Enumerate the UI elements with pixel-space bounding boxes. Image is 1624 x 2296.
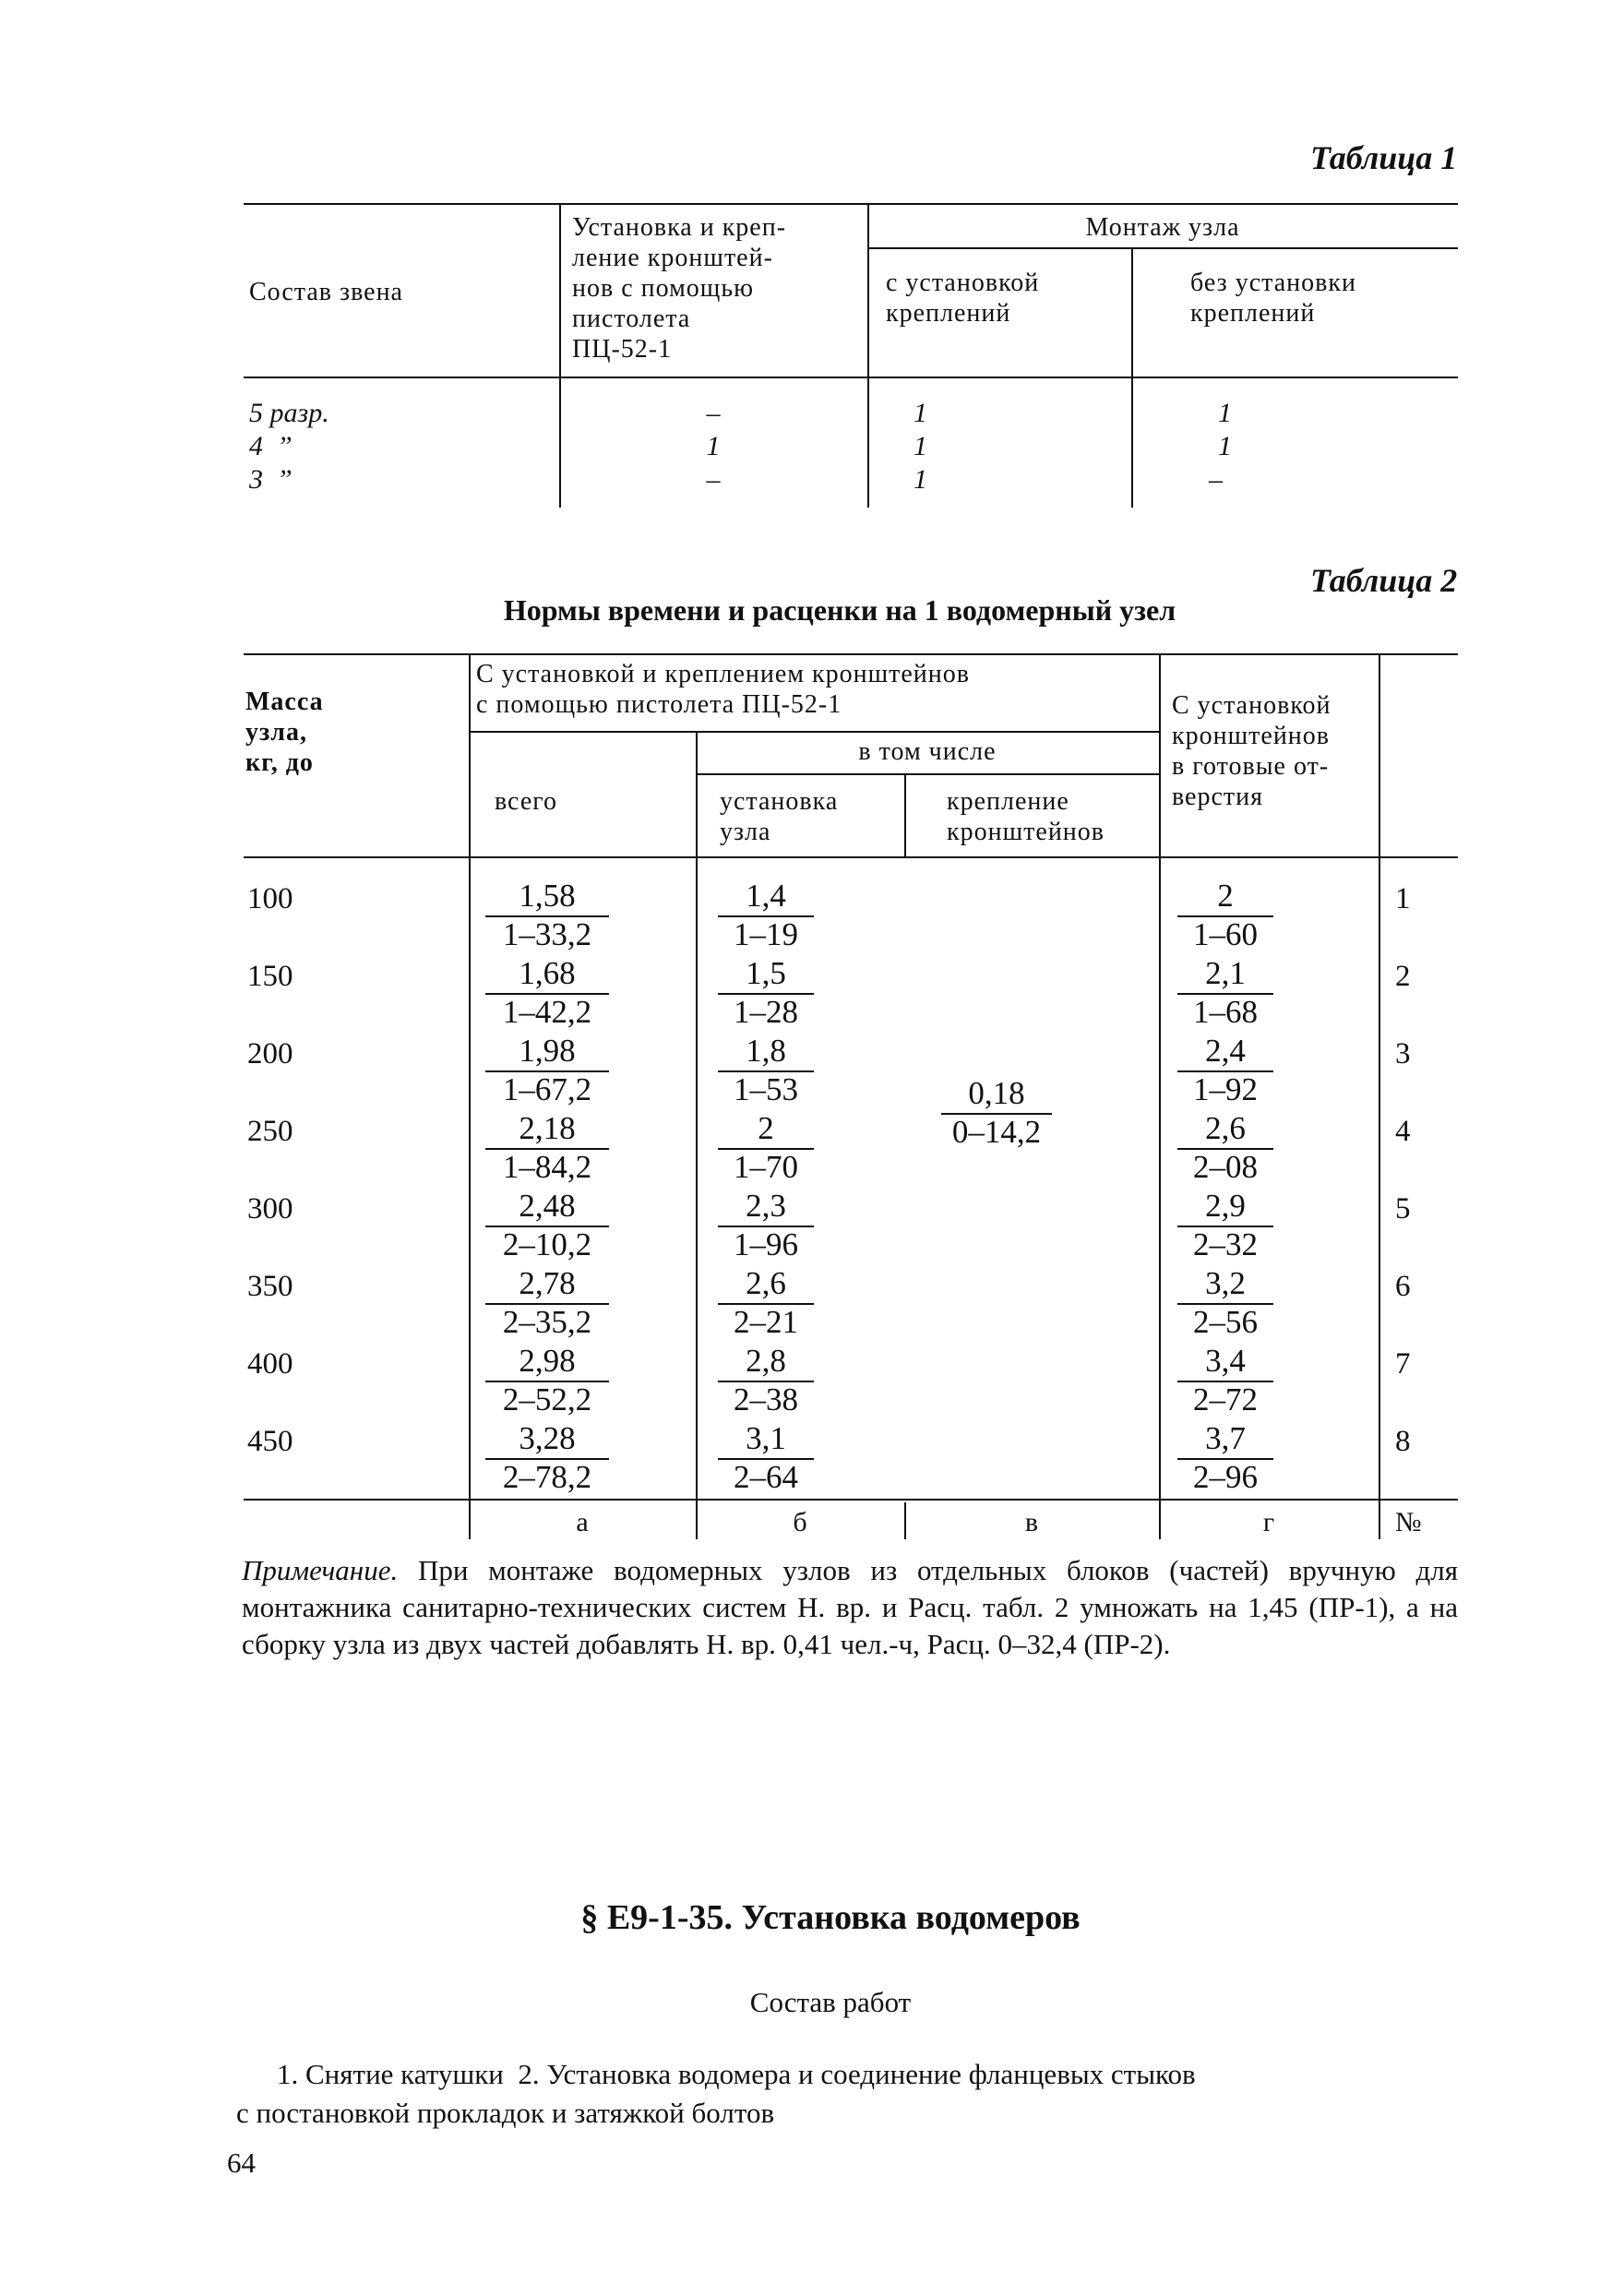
row-number: 2 xyxy=(1395,960,1411,993)
table2-header-total: всего xyxy=(495,787,558,816)
mass-cell: 200 xyxy=(247,1037,293,1070)
table2-footer-rule xyxy=(244,1499,1458,1501)
fraction xyxy=(1177,956,1273,1032)
row-number: 1 xyxy=(1395,882,1411,915)
fraction xyxy=(485,1034,609,1109)
merged-bracket-fraction xyxy=(941,1076,1052,1152)
fraction-numerator: 2,6 xyxy=(718,1266,814,1305)
header-line: узла xyxy=(720,818,771,846)
table2-title: Нормы времени и расценки на 1 водомерный узел xyxy=(503,593,1176,627)
table2-caption: Таблица 2 xyxy=(1310,562,1458,599)
header-line: креплений xyxy=(1190,299,1316,328)
fraction-denominator: 2–56 xyxy=(1193,1304,1258,1340)
fraction-denominator: 2–78,2 xyxy=(502,1459,592,1495)
fraction xyxy=(485,956,609,1032)
fraction-numerator: 3,7 xyxy=(1177,1421,1273,1460)
note-text: При монтаже водомерных узлов из отдельных блоков (частей) вручную для монтажника санитарно-технических систем Н. вр. и Расц. табл. 2 умножать на 1,45 (ПР-1), а на сборку узла из двух частей добавлять Н. вр. 0,41 чел.-ч, Расц. 0–32,4 (ПР-2). xyxy=(242,1554,1458,1660)
table1-caption: Таблица 1 xyxy=(1310,139,1458,176)
row-number: 4 xyxy=(1395,1115,1411,1148)
fraction-numerator: 2,8 xyxy=(718,1344,814,1382)
table2-header-pistol xyxy=(476,659,970,720)
header-line: Установка и креп- xyxy=(572,213,787,242)
table2-footer-b: б xyxy=(793,1507,807,1537)
fraction xyxy=(1177,1111,1273,1187)
table2-header-node xyxy=(720,786,838,847)
table2-footer-g: г xyxy=(1262,1507,1275,1537)
fraction-numerator: 2 xyxy=(718,1111,814,1150)
header-line: нов с помощью xyxy=(572,274,755,303)
header-line: в готовые от- xyxy=(1172,752,1330,781)
fraction-denominator: 2–35,2 xyxy=(502,1304,592,1340)
table2-vline-3a xyxy=(904,773,906,856)
fraction-denominator: 0–14,2 xyxy=(951,1114,1042,1150)
row-number: 6 xyxy=(1395,1270,1411,1303)
table1-header-mount: Монтаж узла xyxy=(1085,213,1240,242)
mass-cell: 350 xyxy=(247,1270,293,1303)
fraction xyxy=(1177,1189,1273,1264)
header-line: с помощью пистолета ПЦ-52-1 xyxy=(476,690,842,719)
mass-cell: 450 xyxy=(247,1425,293,1458)
table1-row-grade: 3 ” xyxy=(249,464,293,495)
row-number: 3 xyxy=(1395,1037,1411,1070)
table2-vline-5 xyxy=(1379,653,1380,1539)
fraction-numerator: 1,8 xyxy=(718,1034,814,1072)
table1-cell: 1 xyxy=(914,464,927,495)
table1-header-without xyxy=(1190,268,1356,329)
fraction xyxy=(1177,879,1273,954)
table2-footer-a: а xyxy=(576,1507,589,1537)
mass-cell: 300 xyxy=(247,1192,293,1226)
fraction-numerator: 1,68 xyxy=(485,956,609,995)
fraction-denominator: 1–33,2 xyxy=(502,916,592,952)
fraction-numerator: 1,98 xyxy=(485,1034,609,1072)
fraction-numerator: 2,98 xyxy=(485,1344,609,1382)
table1-header-install xyxy=(572,212,786,365)
table1-cell: 1 xyxy=(1218,398,1232,428)
table1-row-grade: 4 ” xyxy=(249,431,293,461)
header-line: крепление xyxy=(947,787,1069,816)
header-line: узла, xyxy=(245,718,307,747)
table1-cell: 1 xyxy=(706,431,721,461)
header-line: пистолета xyxy=(572,305,691,333)
header-line: кронштейнов xyxy=(947,818,1105,846)
header-line: кг, до xyxy=(245,748,314,777)
header-line: креплений xyxy=(886,299,1011,328)
fraction xyxy=(718,1111,814,1187)
fraction-denominator: 2–38 xyxy=(734,1381,798,1417)
header-line: С установкой xyxy=(1172,691,1331,720)
fraction-denominator: 1–67,2 xyxy=(502,1071,592,1107)
table1-header-composition: Состав звена xyxy=(249,278,403,306)
table1-header-rule xyxy=(244,377,1458,378)
table1-cell: 1 xyxy=(914,431,927,461)
table2-pistol-rule xyxy=(471,731,1159,733)
header-line: С установкой и креплением кронштейнов xyxy=(476,660,970,688)
fraction-denominator: 2–32 xyxy=(1193,1226,1258,1262)
fraction xyxy=(485,1344,609,1419)
fraction-denominator: 1–19 xyxy=(734,916,798,952)
fraction-numerator: 2,78 xyxy=(485,1266,609,1305)
table2-header-including: в том числе xyxy=(858,737,997,766)
table2-footer-no: № xyxy=(1395,1507,1422,1537)
fraction-denominator: 2–10,2 xyxy=(502,1226,592,1262)
fraction-denominator: 2–64 xyxy=(734,1459,798,1495)
fraction-numerator: 2,1 xyxy=(1177,956,1273,995)
section-title: § Е9-1-35. Установка водомеров xyxy=(580,1898,1081,1937)
fraction xyxy=(718,956,814,1032)
fraction-numerator: 1,58 xyxy=(485,879,609,917)
mass-cell: 150 xyxy=(247,960,293,993)
fraction-denominator: 1–84,2 xyxy=(502,1149,592,1185)
table2-vline-2 xyxy=(696,731,698,1539)
fraction-denominator: 1–53 xyxy=(734,1071,798,1107)
fraction-numerator: 3,28 xyxy=(485,1421,609,1460)
table2-header-rule xyxy=(244,856,1458,858)
row-number: 8 xyxy=(1395,1425,1411,1458)
table1-top-rule xyxy=(244,203,1458,205)
fraction-denominator: 2–08 xyxy=(1193,1149,1258,1185)
header-line: верстия xyxy=(1172,783,1264,811)
table1-cell: – xyxy=(706,464,721,495)
fraction xyxy=(1177,1266,1273,1342)
table2-header-ready xyxy=(1172,690,1331,812)
fraction xyxy=(718,879,814,954)
fraction xyxy=(718,1421,814,1497)
fraction-denominator: 1–60 xyxy=(1193,916,1258,952)
header-line: кронштейнов xyxy=(1172,722,1331,750)
table2-header-mass xyxy=(245,687,324,778)
fraction-numerator: 2,4 xyxy=(1177,1034,1273,1072)
fraction-numerator: 1,5 xyxy=(718,956,814,995)
fraction-numerator: 2,6 xyxy=(1177,1111,1273,1150)
table1-cell: – xyxy=(706,398,721,428)
header-line: без установки xyxy=(1190,269,1356,297)
fraction-denominator: 1–68 xyxy=(1193,994,1258,1030)
note-label: Примечание. xyxy=(242,1554,399,1586)
table2-vline-4 xyxy=(1159,653,1161,1539)
header-line: ление кронштей- xyxy=(572,244,773,272)
mass-cell: 250 xyxy=(247,1115,293,1148)
fraction xyxy=(485,879,609,954)
row-number: 5 xyxy=(1395,1192,1411,1226)
fraction xyxy=(485,1421,609,1497)
fraction-numerator: 2,3 xyxy=(718,1189,814,1227)
table1-row-grade: 5 разр. xyxy=(249,398,329,428)
fraction-denominator: 1–42,2 xyxy=(502,994,592,1030)
fraction-denominator: 2–52,2 xyxy=(502,1381,592,1417)
fraction-denominator: 2–96 xyxy=(1193,1459,1258,1495)
section-subtitle: Состав работ xyxy=(749,1986,912,2018)
fraction xyxy=(718,1344,814,1419)
fraction-denominator: 1–92 xyxy=(1193,1071,1258,1107)
fraction xyxy=(485,1189,609,1264)
fraction-numerator: 0,18 xyxy=(941,1076,1052,1115)
fraction-denominator: 1–96 xyxy=(734,1226,798,1262)
fraction xyxy=(485,1111,609,1187)
section-paragraph-line2: с постановкой прокладок и затяжкой болтов xyxy=(236,2097,775,2129)
fraction-denominator: 2–72 xyxy=(1193,1381,1258,1417)
table1-mount-rule xyxy=(867,247,1458,249)
header-line: установка xyxy=(720,787,839,816)
mass-cell: 100 xyxy=(247,882,293,915)
mass-cell: 400 xyxy=(247,1347,293,1381)
fraction-numerator: 2,9 xyxy=(1177,1189,1273,1227)
table2-header-bracket xyxy=(947,786,1105,847)
fraction-numerator: 2,18 xyxy=(485,1111,609,1150)
table2-note xyxy=(242,1552,1458,1663)
fraction-denominator: 1–70 xyxy=(734,1149,798,1185)
fraction-numerator: 2,48 xyxy=(485,1189,609,1227)
fraction xyxy=(1177,1034,1273,1109)
table1-vline-3 xyxy=(1131,247,1133,508)
table2-including-rule xyxy=(696,773,1159,775)
header-line: ПЦ-52-1 xyxy=(572,335,673,364)
table1-cell: – xyxy=(1209,464,1223,495)
fraction-numerator: 1,4 xyxy=(718,879,814,917)
fraction xyxy=(485,1266,609,1342)
fraction-numerator: 3,4 xyxy=(1177,1344,1273,1382)
fraction-numerator: 3,2 xyxy=(1177,1266,1273,1305)
fraction xyxy=(718,1266,814,1342)
fraction-numerator: 3,1 xyxy=(718,1421,814,1460)
fraction xyxy=(1177,1344,1273,1419)
table2-footer-v: в xyxy=(1024,1507,1039,1537)
table1-cell: 1 xyxy=(1218,431,1232,461)
header-line: Масса xyxy=(245,688,324,716)
fraction xyxy=(718,1034,814,1109)
fraction xyxy=(718,1189,814,1264)
table1-cell: 1 xyxy=(914,398,927,428)
row-number: 7 xyxy=(1395,1347,1411,1381)
fraction-denominator: 2–21 xyxy=(734,1304,798,1340)
section-paragraph-line1: 1. Снятие катушки 2. Установка водомера и соединение фланцевых стыков xyxy=(277,2058,1196,2090)
fraction-denominator: 1–28 xyxy=(734,994,798,1030)
table2-vline-1 xyxy=(469,653,471,1539)
table1-vline-2 xyxy=(867,203,869,508)
fraction-numerator: 2 xyxy=(1177,879,1273,917)
table2-top-rule xyxy=(244,653,1458,655)
table1-header-with xyxy=(886,268,1039,329)
header-line: с установкой xyxy=(886,269,1040,297)
fraction xyxy=(1177,1421,1273,1497)
page-number: 64 xyxy=(227,2147,256,2179)
